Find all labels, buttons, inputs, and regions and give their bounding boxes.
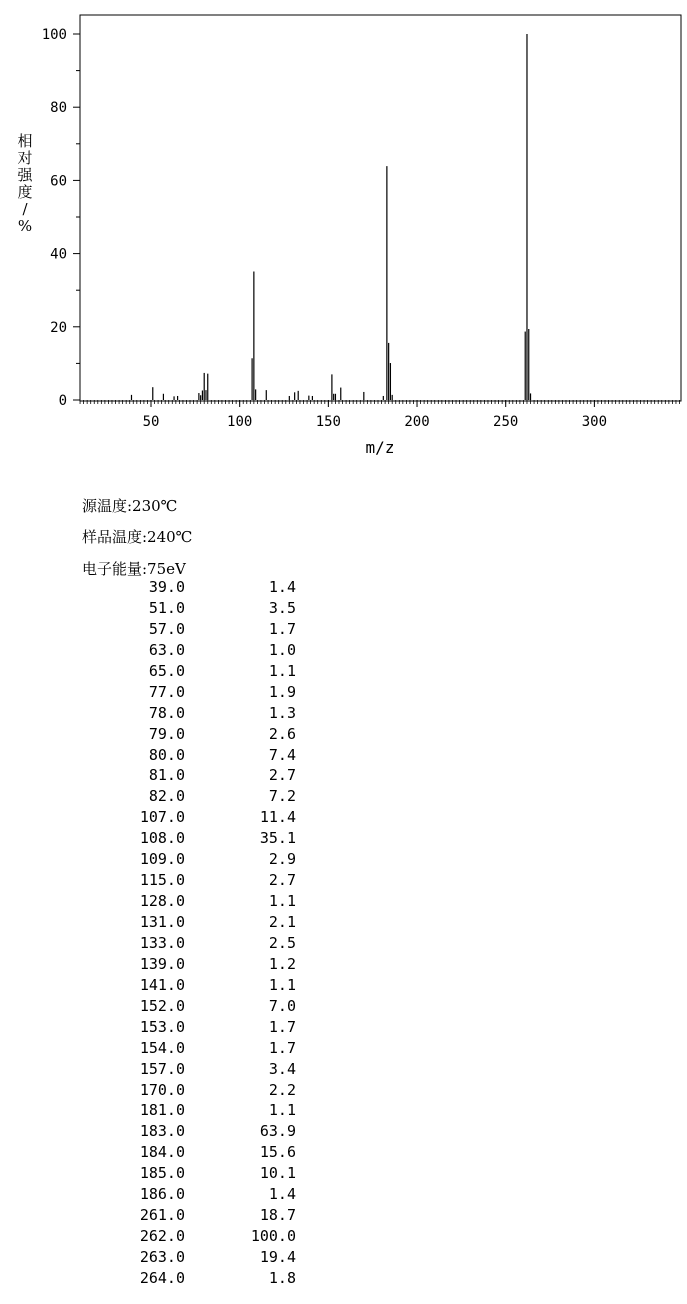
y-axis-label-char: 度 <box>17 183 33 201</box>
spectrum-peaks <box>131 34 530 400</box>
peak-table-row <box>0 683 687 704</box>
peak-intensity-value: 35.1 <box>259 829 296 848</box>
peak-intensity-value: 15.6 <box>259 1143 296 1162</box>
peak-table-row <box>0 1185 687 1206</box>
peak-table-row <box>0 1227 687 1248</box>
peak-table-row <box>0 913 687 934</box>
peak-intensity-value: 1.8 <box>268 1268 296 1287</box>
y-tick-label: 80 <box>50 100 67 117</box>
peak-table-row <box>0 704 687 725</box>
x-tick-label: 100 <box>227 414 253 430</box>
peak-intensity-value: 2.9 <box>268 850 296 869</box>
peak-mz-value: 264.0 <box>139 1268 185 1287</box>
mass-spectrum-chart <box>0 0 687 470</box>
peak-intensity-value: 7.4 <box>268 745 296 764</box>
electron-energy: 电子能量:75eV <box>82 560 186 578</box>
peak-intensity-value: 1.9 <box>268 682 296 701</box>
peak-table-row <box>0 934 687 955</box>
peak-table-row <box>0 892 687 913</box>
peak-table-row <box>0 1269 687 1290</box>
peak-intensity-value: 1.2 <box>268 954 296 973</box>
peak-intensity-value: 11.4 <box>259 808 296 827</box>
peak-mz-value: 262.0 <box>139 1227 185 1246</box>
peak-intensity-value: 2.5 <box>268 933 296 952</box>
peak-intensity-value: 2.1 <box>268 913 296 931</box>
peak-intensity-value: 2.2 <box>268 1080 296 1099</box>
plot-frame <box>80 15 681 401</box>
peak-intensity-value: 7.0 <box>268 996 296 1015</box>
y-tick-label: 0 <box>58 393 67 409</box>
x-tick-label: 150 <box>315 414 341 430</box>
peak-mz-value: 51.0 <box>148 598 185 617</box>
y-tick-label: 20 <box>50 319 67 336</box>
peak-mz-value: 261.0 <box>139 1206 185 1225</box>
y-axis-label-char: / <box>22 200 28 218</box>
peak-mz-value: 181.0 <box>139 1101 185 1120</box>
peak-mz-value: 65.0 <box>148 661 185 680</box>
peak-mz-value: 128.0 <box>139 892 185 911</box>
peak-intensity-value: 3.5 <box>268 598 296 617</box>
peak-intensity-value: 1.0 <box>268 640 296 659</box>
peak-table-row <box>0 1018 687 1039</box>
peak-mz-value: 79.0 <box>148 724 185 743</box>
peak-mz-value: 108.0 <box>139 829 185 848</box>
peak-mz-value: 263.0 <box>139 1248 185 1266</box>
peak-mz-value: 80.0 <box>148 745 185 764</box>
peak-table-row <box>0 976 687 997</box>
peak-mz-value: 63.0 <box>148 640 185 659</box>
peak-mz-value: 107.0 <box>139 808 185 827</box>
peak-mz-value: 139.0 <box>139 954 185 973</box>
y-axis-label <box>17 132 33 235</box>
peak-table <box>0 578 687 1290</box>
peak-mz-value: 157.0 <box>139 1059 185 1078</box>
peak-intensity-value: 18.7 <box>259 1206 296 1225</box>
y-axis-label-char: 强 <box>17 166 33 184</box>
y-tick-label: 100 <box>41 27 67 43</box>
peak-table-row <box>0 641 687 662</box>
peak-intensity-value: 2.6 <box>268 724 296 743</box>
peak-intensity-value: 1.1 <box>268 1101 296 1120</box>
peak-table-row <box>0 578 687 599</box>
peak-mz-value: 133.0 <box>139 933 185 952</box>
peak-mz-value: 183.0 <box>139 1122 185 1141</box>
peak-intensity-value: 7.2 <box>268 787 296 806</box>
x-tick-label: 300 <box>581 414 608 430</box>
y-tick-label: 40 <box>50 246 67 263</box>
peak-table-row <box>0 662 687 683</box>
peak-intensity-value: 1.1 <box>268 661 296 680</box>
peak-table-row <box>0 1206 687 1227</box>
peak-table-row <box>0 1060 687 1081</box>
peak-mz-value: 153.0 <box>139 1017 185 1036</box>
peak-table-row <box>0 599 687 620</box>
peak-intensity-value: 1.1 <box>268 975 296 994</box>
peak-intensity-value: 1.1 <box>268 892 296 911</box>
peak-intensity-value: 100.0 <box>250 1227 296 1246</box>
peak-table-row <box>0 1248 687 1269</box>
peak-intensity-value: 63.9 <box>259 1122 296 1141</box>
peak-intensity-value: 1.3 <box>268 703 296 722</box>
peak-mz-value: 131.0 <box>139 913 185 931</box>
peak-intensity-value: 1.4 <box>268 578 296 596</box>
peak-mz-value: 77.0 <box>148 682 185 701</box>
peak-mz-value: 109.0 <box>139 850 185 869</box>
peak-intensity-value: 2.7 <box>268 766 296 785</box>
peak-intensity-value: 1.4 <box>268 1185 296 1204</box>
peak-intensity-value: 1.7 <box>268 619 296 638</box>
peak-table-row <box>0 620 687 641</box>
y-axis-label-char: % <box>17 217 33 235</box>
peak-table-row <box>0 787 687 808</box>
peak-mz-value: 78.0 <box>148 703 185 722</box>
peak-intensity-value: 19.4 <box>259 1248 296 1266</box>
peak-table-row <box>0 1122 687 1143</box>
peak-table-row <box>0 871 687 892</box>
peak-table-row <box>0 808 687 829</box>
peak-table-row <box>0 997 687 1018</box>
peak-table-row <box>0 1143 687 1164</box>
peak-intensity-value: 1.7 <box>268 1017 296 1036</box>
peak-mz-value: 185.0 <box>139 1164 185 1183</box>
y-tick-label: 60 <box>50 173 67 190</box>
peak-mz-value: 184.0 <box>139 1143 185 1162</box>
peak-table-row <box>0 829 687 850</box>
y-axis-ticks <box>42 27 80 409</box>
peak-mz-value: 141.0 <box>139 975 185 994</box>
peak-table-row <box>0 955 687 976</box>
peak-table-row <box>0 725 687 746</box>
peak-mz-value: 82.0 <box>148 787 185 806</box>
y-axis-label-char: 对 <box>17 149 33 167</box>
peak-table-row <box>0 1164 687 1185</box>
peak-intensity-value: 10.1 <box>259 1164 296 1183</box>
source-temperature: 源温度:230℃ <box>82 497 178 515</box>
sample-temperature: 样品温度:240℃ <box>82 528 193 546</box>
x-tick-label: 200 <box>404 414 430 430</box>
peak-mz-value: 170.0 <box>139 1080 185 1099</box>
peak-mz-value: 57.0 <box>148 619 185 638</box>
peak-table-row <box>0 746 687 767</box>
peak-table-row <box>0 1081 687 1102</box>
peak-mz-value: 154.0 <box>139 1038 185 1057</box>
peak-table-row <box>0 766 687 787</box>
peak-mz-value: 39.0 <box>148 578 185 596</box>
peak-intensity-value: 3.4 <box>268 1059 296 1078</box>
peak-table-row <box>0 850 687 871</box>
peak-mz-value: 186.0 <box>139 1185 185 1204</box>
peak-table-row <box>0 1039 687 1060</box>
peak-table-row <box>0 1101 687 1122</box>
peak-intensity-value: 1.7 <box>268 1038 296 1057</box>
peak-intensity-value: 2.7 <box>268 871 296 890</box>
x-axis-label: m/z <box>365 438 395 457</box>
peak-mz-value: 115.0 <box>139 871 185 890</box>
peak-mz-value: 81.0 <box>148 766 185 785</box>
x-tick-label: 250 <box>493 414 519 430</box>
x-axis-ticks <box>143 400 607 430</box>
x-tick-label: 50 <box>142 414 160 430</box>
peak-mz-value: 152.0 <box>139 996 185 1015</box>
y-axis-label-char: 相 <box>17 132 33 150</box>
